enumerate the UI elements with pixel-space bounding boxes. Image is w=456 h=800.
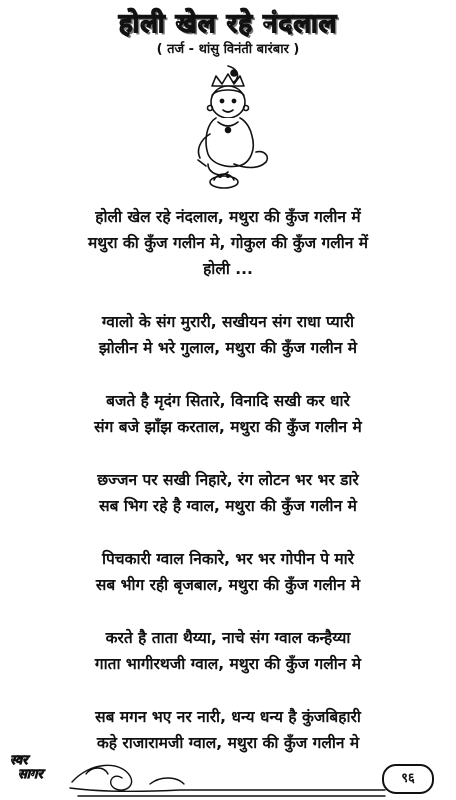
brand-logo: स्वर सागर bbox=[10, 753, 43, 782]
stanza bbox=[0, 467, 456, 519]
lyric-line: होली खेल रहे नंदलाल, मथुरा की कुँज गलीन में bbox=[95, 208, 361, 226]
lyric-line: गाता भागीरथजी ग्वाल, मथुरा की कुँज गलीन मे bbox=[94, 655, 362, 673]
stanza bbox=[0, 309, 456, 361]
tune-subtitle: ( तर्ज - थांसु विनंती बारंबार ) bbox=[156, 42, 300, 57]
lyric-line: सब भीग रही बृजबाल, मथुरा की कुँज गलीन मे bbox=[95, 576, 361, 594]
lyric-line: करते है ताता थैय्या, नाचे संग ग्वाल कन्हैय्या bbox=[105, 629, 351, 647]
lyric-line: कहे राजारामजी ग्वाल, मथुरा की कुँज गलीन मे bbox=[96, 734, 360, 752]
page-number: ९६ bbox=[382, 764, 434, 794]
stanza bbox=[0, 546, 456, 598]
stanza bbox=[0, 204, 456, 282]
page-footer bbox=[0, 752, 456, 800]
lyric-line: झोलीन मे भरे गुलाल, मथुरा की कुँज गलीन मे bbox=[98, 339, 358, 357]
stanza bbox=[0, 704, 456, 756]
lyric-line: सब मगन भए नर नारी, धन्य धन्य है कुंजबिहारी bbox=[95, 708, 361, 726]
lyric-line: ग्वालो के संग मुरारी, सखीयन संग राधा प्यारी bbox=[101, 313, 355, 331]
lyric-line: पिचकारी ग्वाल निकारे, भर भर गोपीन पे मारे bbox=[101, 550, 355, 568]
lyric-line: सब भिग रहे है ग्वाल, मथुरा की कुँज गलीन मे bbox=[99, 497, 357, 515]
page-title: होली खेल रहे नंदलाल bbox=[118, 9, 338, 39]
lyric-line: संग बजे झाँझ करताल, मथुरा की कुँज गलीन मे bbox=[94, 418, 362, 436]
refrain-line: होली ... bbox=[203, 260, 253, 278]
krishna-illustration bbox=[178, 64, 282, 192]
lyrics-body bbox=[0, 204, 456, 756]
lyric-line: छज्जन पर सखी निहारे, रंग लोटन भर भर डारे bbox=[97, 471, 359, 489]
stanza bbox=[0, 625, 456, 677]
stanza bbox=[0, 388, 456, 440]
lyric-line: बजते है मृदंग सितारे, विनादि सखी कर धारे bbox=[106, 392, 350, 410]
lyric-line: मथुरा की कुँज गलीन मे, गोकुल की कुँज गलीन में bbox=[87, 234, 369, 252]
